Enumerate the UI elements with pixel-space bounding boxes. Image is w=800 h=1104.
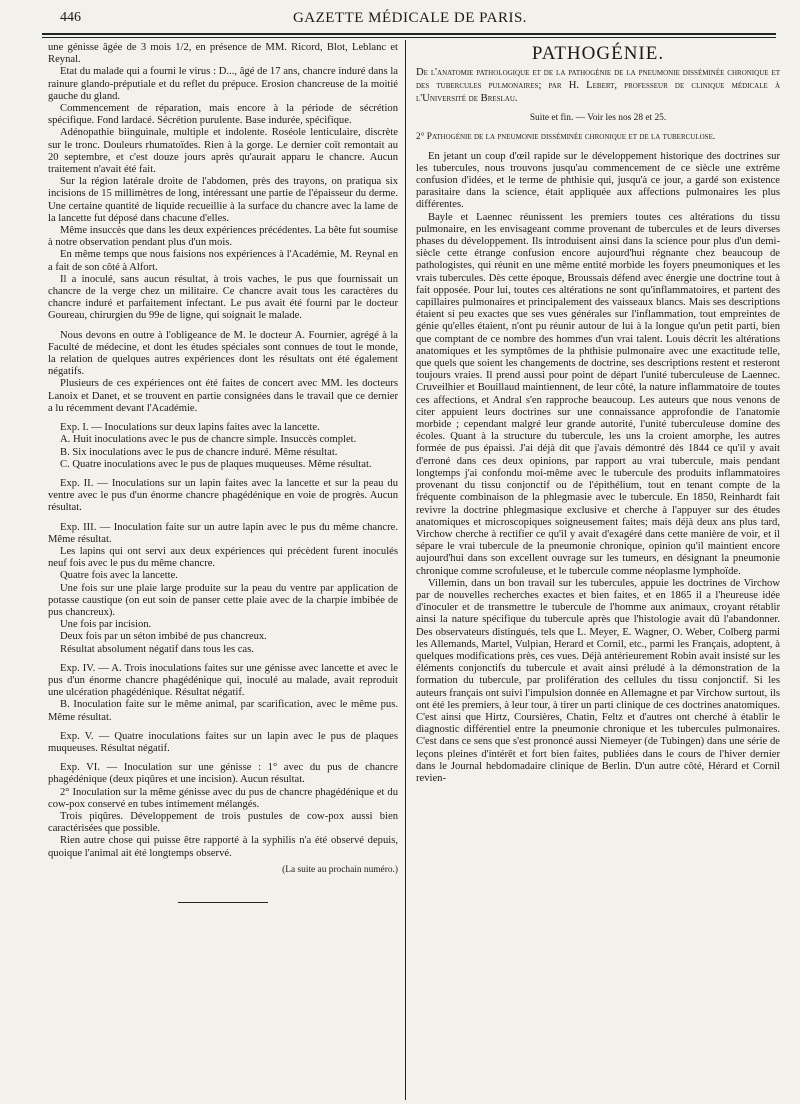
paragraph: En jetant un coup d'œil rapide sur le développement historique des doctrines sur les tubercules, nous trouvons jusqu'au commencement de ce siècle une extrême confusion d'idées, et le terme de phthisie qui, jusqu'à ce jour, a gardé son existence parasitaire dans la science, était appliquée aux affections pulmonaires les plus différentes.: [416, 150, 780, 211]
experiment-heading: Exp. IV. — A. Trois inoculations faites sur une génisse avec lancette et avec le pus d'un énorme chancre phagédénique qui, inoculé au malade, avait reproduit une ulcération phagédénique. Résultat négatif.: [48, 662, 398, 699]
right-column: [416, 42, 780, 785]
paragraph: Deux fois par un séton imbibé de pus chancreux.: [60, 631, 267, 643]
paragraph: Adénopathie biinguinale, multiple et indolente. Roséole lenticulaire, discrète sur le tronc. Douleurs rhumatoïdes. Rien à la gorge. Le dernier coït remontait au 20 septembre, et c'est douze jours après qu'aurait apparu le chancre. Aucun traitement n'avait été fait.: [48, 127, 398, 176]
experiment-heading: Exp. V. — Quatre inoculations faites sur un lapin avec le pus de plaques muqueuses. Résultat négatif.: [48, 730, 398, 754]
paragraph: Etat du malade qui a fourni le virus : D..., âgé de 17 ans, chancre induré dans la rainure glando-préputiale et du reflet du prépuce. Erosion chancreuse de la moitié gauche du gland.: [48, 66, 398, 102]
continuation-line: Suite et fin. — Voir les nos 28 et 25.: [529, 113, 667, 124]
section-title: PATHOGÉNIE.: [531, 43, 665, 64]
continuation-note: (La suite au prochain numéro.): [282, 864, 398, 875]
end-rule: [178, 902, 268, 903]
page-header: [40, 8, 780, 30]
paragraph: A. Huit inoculations avec le pus de chancre simple. Insuccès complet.: [60, 434, 357, 446]
paragraph: Bayle et Laennec réunissent les premiers toutes ces altérations du tissu pulmonaire, en les envisageant comme provenant de tubercules et de leurs diverses phases du développement. Ils introduisent ainsi dans la science pour plus d'un demi-siècle cette étrange confusion encore aujourd'hui régnante chez beaucoup de pathologistes, qui réunit en une même entité morbide les foyers pneumoniques et les vrais tubercules. Dès cette époque, Broussais défend avec énergie une doctrine tout à fait opposée. Pour lui, toutes ces altérations ne sont qu'inflammatoires, et partent des capillaires pulmonaires et principalement des vaisseaux blancs. Mais ses descriptions étaient si peu exactes que ses vues générales sur l'inflammation, tout empreintes de génie qu'elles étaient, n'ont pu réunir autour de lui à la longue qu'un petit parti, bien que comptant de ce nombre des hommes d'un vrai talent. Louis décrit les altérations anatomiques et les symptômes de la phthisie pulmonaire avec une exactitude telle, que quels que soient les changements de doctrine, ses descriptions restent et resteront toujours vraies. Il prend aussi pour point de départ l'unité tuberculeuse de Laennec. Cruveilhier et Bouillaud maintiennent, de leur côté, la nature inflammatoire de toutes ces affections, et Andral s'en rapproche beaucoup. Les auteurs que nous venons de citer appuient leurs doctrines sur une connaissance approfondie de l'anatomie morbide ; cependant malgré leur grande autorité, l'unité tuberculeuse domine des écoles. Quant à la structure du tubercule, les uns la croient amorphe, les autres formée de pus épaissi. J'ai déjà dit que j'avais démontré dès 1844 ce qu'il y avait d'erroné dans ces deux opinions, par rapport au vrai tubercule, mais pendant longtemps j'ai confondu moi-même avec le tubercule des produits inflammatoires provenant du tissu conjonctif ou de l'épithélium, tout en tenant compte de la fréquente combinaison de la phlegmasie avec le tubercule. En 1850, Reinhardt fait revivre la doctrine phlegmasique exclusive et cherche à l'appuyer sur des études anatomiques et microscopiques soigneusement faites; mais déjà deux ans plus tard, Virchow cherche à rectifier ce qu'il y avait d'exagéré dans cette manière de voir, et il sépare le vrai tubercule de la pneumonie chronique, opinion qu'il maintient encore aujourd'hui dans son excellent ouvrage sur les tumeurs, en désignant la pneumonie chronique comme scrofuleuse, et le tubercule comme néoplasme lymphoïde.: [416, 211, 780, 577]
paragraph: Nous devons en outre à l'obligeance de M. le docteur A. Fournier, agrégé à la Faculté de médecine, et dont les études spéciales sont connues de tout le monde, la relation de quelques autres expériences dont les résultats ont été également négatifs.: [48, 329, 398, 378]
paragraph: Résultat absolument négatif dans tous les cas.: [60, 643, 254, 655]
experiment-heading: Exp. II. — Inoculations sur un lapin faites avec la lancette et sur la peau du ventre avec le pus d'un énorme chancre phagédénique en voie de progrès. Aucun résultat.: [48, 477, 398, 514]
page-number: 446: [60, 10, 81, 25]
experiment-heading: Exp. III. — Inoculation faite sur un autre lapin avec le pus du même chancre. Même résultat.: [48, 521, 398, 545]
column-divider: [405, 40, 406, 1100]
paragraph: En même temps que nous faisions nos expériences à l'Académie, M. Reynal en a fait de son côté à Alfort.: [48, 249, 398, 273]
paragraph: Plusieurs de ces expériences ont été faites de concert avec MM. les docteurs Lanoix et Danet, et se trouvent en partie consignées dans le travail que ce dernier a lu récemment devant l'Académie.: [48, 378, 398, 414]
paragraph: Commencement de réparation, mais encore à la période de sécrétion spécifique. Fond lardacé. Sécrétion purulente. Base indurée, spécifique.: [48, 103, 398, 127]
paragraph: 2° Inoculation sur la même génisse avec du pus de chancre phagédénique et du cow-pox conservé en tubes intimement mélangés.: [48, 786, 398, 810]
running-title: GAZETTE MÉDICALE DE PARIS.: [292, 10, 528, 26]
paragraph: Une fois par incision.: [60, 619, 152, 631]
paragraph: Trois piqûres. Développement de trois pustules de cow-pox aussi bien caractérisées que possible.: [48, 810, 398, 835]
paragraph: Une fois sur une plaie large produite sur la peau du ventre par application de potasse caustique (on eut soin de panser cette plaie avec de la charpie imbibée de pus chancreux).: [48, 582, 398, 618]
left-column: [48, 42, 398, 903]
paragraph: Sur la région latérale droite de l'abdomen, près des trayons, on pratiqua six incisions de 15 millimètres de long, intéressant une partie de l'épaisseur du derme. Une certaine quantité de liquide recueillie à la surface du chancre avec la lame de la lancette fut déposé dans chacune d'elles.: [48, 176, 398, 224]
experiment-heading: Exp. VI. — Inoculation sur une génisse : 1° avec du pus de chancre phagédénique (deux piqûres et une incision). Aucun résultat.: [48, 762, 398, 786]
header-rule: [42, 33, 776, 35]
paragraph: Quatre fois avec la lancette.: [60, 570, 178, 582]
paragraph: C. Quatre inoculations avec le pus de plaques muqueuses. Même résultat.: [60, 458, 372, 470]
subheading: 2° Pathogénie de la pneumonie disséminée chronique et de la tuberculose.: [416, 132, 716, 143]
paragraph: Même insuccès que dans les deux expériences précédentes. La bête fut soumise à notre observation pendant plus d'un mois.: [48, 225, 398, 249]
paragraph: Les lapins qui ont servi aux deux expériences qui précèdent furent inoculés neuf fois avec le pus du même chancre.: [48, 545, 398, 570]
paragraph: Il a inoculé, sans aucun résultat, à trois vaches, le pus que fournissait un chancre de la verge chez un militaire. Ce chancre avait tous les caractères du chancre induré et parfaitement infectant. Le pus avait été fourni par le docteur Goureau, chirurgien du 99e de ligne, qui soignait le malade.: [48, 273, 398, 322]
paragraph: une génisse âgée de 3 mois 1/2, en présence de MM. Ricord, Blot, Leblanc et Reynal.: [48, 42, 398, 66]
paragraph: B. Inoculation faite sur le même animal, par scarification, avec le même pus. Même résultat.: [48, 699, 398, 723]
experiment-heading: Exp. I. — Inoculations sur deux lapins faites avec la lancette.: [60, 422, 320, 434]
article-heading: De l'anatomie pathologique et de la pathogénie de la pneumonie disséminée chronique et des tubercules pulmonaires; par H. Lebert, professeur de clinique médicale à l'Université de Breslau.: [416, 67, 780, 105]
paragraph: Villemin, dans un bon travail sur les tubercules, appuie les doctrines de Virchow par de nouvelles recherches exactes et bien faites, et en 1865 il a l'heureuse idée d'inoculer et de transmettre le tubercule de l'homme aux animaux, croyant rétablir ainsi la nature spécifique du tubercule après que l'histologie avait dû l'abandonner. Des observateurs distingués, tels que L. Meyer, E. Wagner, O. Weber, Colberg parmi les Allemands, Martel, Vulpian, Herard et Cornil, etc., parmi les Français, adoptent, à quelques modifications près, ces vues. Déjà antérieurement Robin avait insisté sur les éléments conjonctifs du tubercule et avait ainsi préludé à la démonstration de la formation du tubercule, par prolifération des cellules du tissu conjonctif. Si les auteurs français ont suivi l'impulsion donnée en Allemagne et par Virchow surtout, ils ont été les premiers, à leur tour, à tirer un parti clinique de ces doctrines anatomiques. C'est ainsi que Hirtz, Coursières, Chatin, Feltz et d'autres ont cherché à établir le diagnostic différentiel entre la pneumonie chronique et les tubercules pulmonaires. C'est dans ce sens que s'est prononcé aussi Niemeyer (de Tubingen) dans une série de leçons pleines d'intérêt et fort bien faites, publiées dans le cours de l'hiver dernier dans le Journal hebdomadaire clinique de Berlin. D'un autre côté, Hérard et Cornil revien-: [416, 577, 780, 784]
paragraph: B. Six inoculations avec le pus de chancre induré. Même résultat.: [60, 446, 338, 458]
paragraph: Rien autre chose qui puisse être rapporté à la syphilis n'a été observé depuis, quoique l'animal ait été longtemps observé.: [48, 835, 398, 859]
header-rule-thin: [42, 37, 776, 38]
